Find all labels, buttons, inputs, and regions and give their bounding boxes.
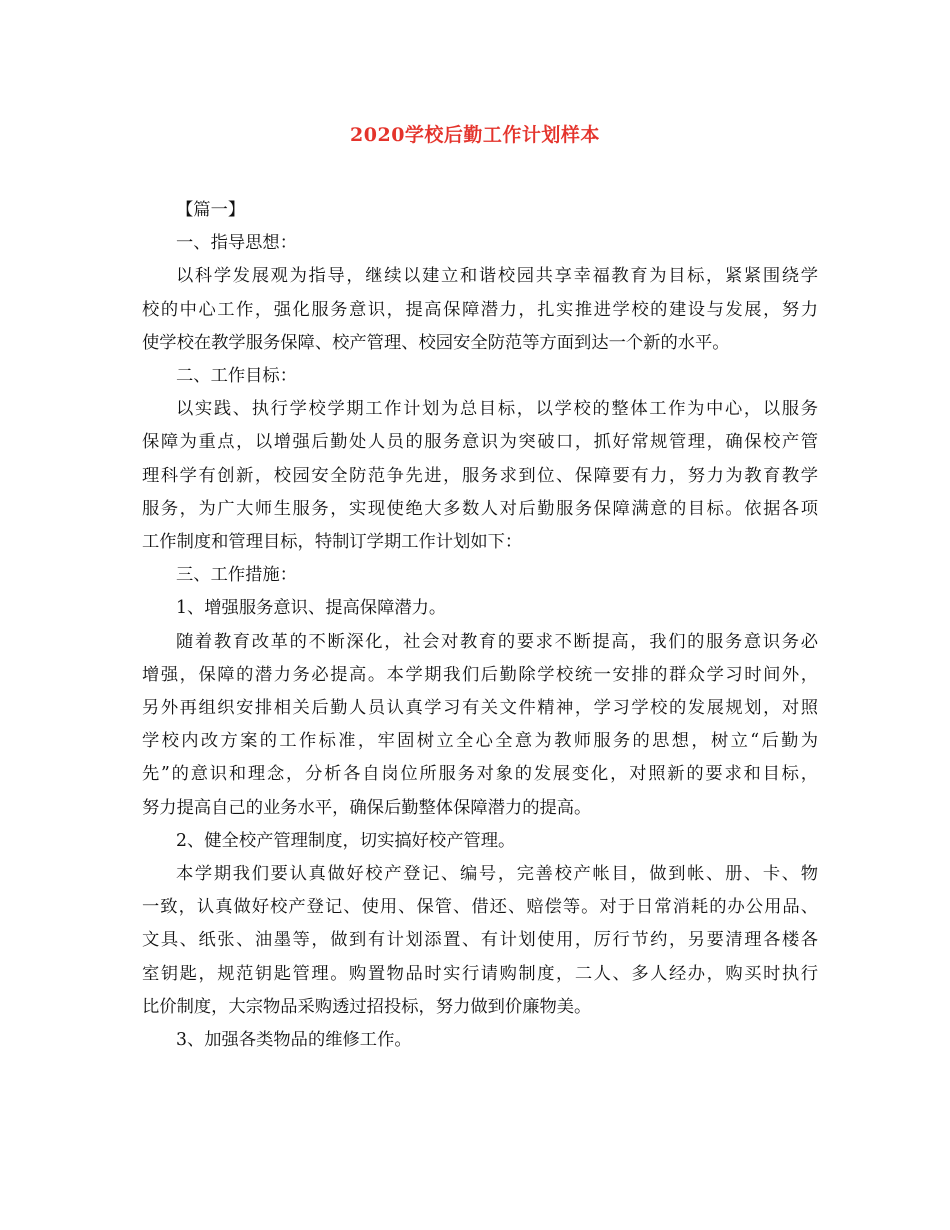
document-title: 2020学校后勤工作计划样本 — [350, 124, 600, 146]
text-line: 使学校在教学服务保障、校产管理、校园安全防范等方面到达一个新的水平。 — [142, 332, 730, 353]
text-line: 比价制度，大宗物品采购透过招投标，努力做到价廉物美。 — [142, 996, 592, 1017]
text-line: 一致，认真做好校产登记、使用、保管、借还、赔偿等。对于日常消耗的办公用品、 — [142, 897, 818, 918]
text-line: 增强，保障的潜力务必提高。本学期我们后勤除学校统一安排的群众学习时间外， — [142, 664, 818, 685]
heading-work-measures: 三、工作措施： — [176, 565, 297, 586]
text-line: 校的中心工作，强化服务意识，提高保障潜力，扎实推进学校的建设与发展，努力 — [142, 299, 818, 320]
text-line: 随着教育改革的不断深化，社会对教育的要求不断提高，我们的服务意识务必 — [176, 631, 818, 652]
text-line: 本学期我们要认真做好校产登记、编号，完善校产帐目，做到帐、册、卡、物 — [176, 864, 818, 885]
text-line: 服务，为广大师生服务，实现使绝大多数人对后勤服务保障满意的目标。依据各项 — [142, 498, 818, 519]
text-line: 文具、纸张、油墨等，做到有计划添置、有计划使用，厉行节约，另要清理各楼各 — [142, 930, 818, 951]
heading-work-goals: 二、工作目标： — [176, 366, 297, 387]
item-heading-asset-management: 2、健全校产管理制度，切实搞好校产管理。 — [176, 830, 516, 851]
text-line: 工作制度和管理目标，特制订学期工作计划如下： — [142, 532, 523, 553]
text-line: 努力提高自己的业务水平，确保后勤整体保障潜力的提高。 — [142, 797, 592, 818]
text-line: 学校内改方案的工作标准，牢固树立全心全意为教师服务的思想，树立“后勤为 — [142, 731, 818, 752]
section-label: 【篇一】 — [176, 200, 246, 220]
text-line: 以实践、执行学校学期工作计划为总目标，以学校的整体工作为中心，以服务 — [176, 399, 818, 420]
text-line: 保障为重点，以增强后勤处人员的服务意识为突破口，抓好常规管理，确保校产管 — [142, 432, 818, 453]
paragraph-work-goals — [142, 393, 818, 559]
text-line: 以科学发展观为指导，继续以建立和谐校园共享幸福教育为目标，紧紧围绕学 — [176, 266, 818, 287]
text-line: 先”的意识和理念，分析各自岗位所服务对象的发展变化，对照新的要求和目标， — [142, 764, 818, 785]
item-heading-maintenance: 3、加强各类物品的维修工作。 — [176, 1030, 412, 1051]
paragraph-service-awareness — [142, 626, 818, 825]
paragraph-guiding-thought — [142, 260, 818, 360]
text-line: 理科学有创新，校园安全防范争先进，服务求到位、保障要有力，努力为教育教学 — [142, 465, 818, 486]
document-body — [142, 194, 818, 1057]
heading-guiding-thought: 一、指导思想： — [176, 233, 297, 254]
paragraph-asset-management — [142, 858, 818, 1024]
text-line: 另外再组织安排相关后勤人员认真学习有关文件精神，学习学校的发展规划，对照 — [142, 698, 818, 719]
item-heading-service-awareness: 1、增强服务意识、提高保障潜力。 — [176, 598, 447, 619]
text-line: 室钥匙，规范钥匙管理。购置物品时实行请购制度，二人、多人经办，购买时执行 — [142, 963, 818, 984]
